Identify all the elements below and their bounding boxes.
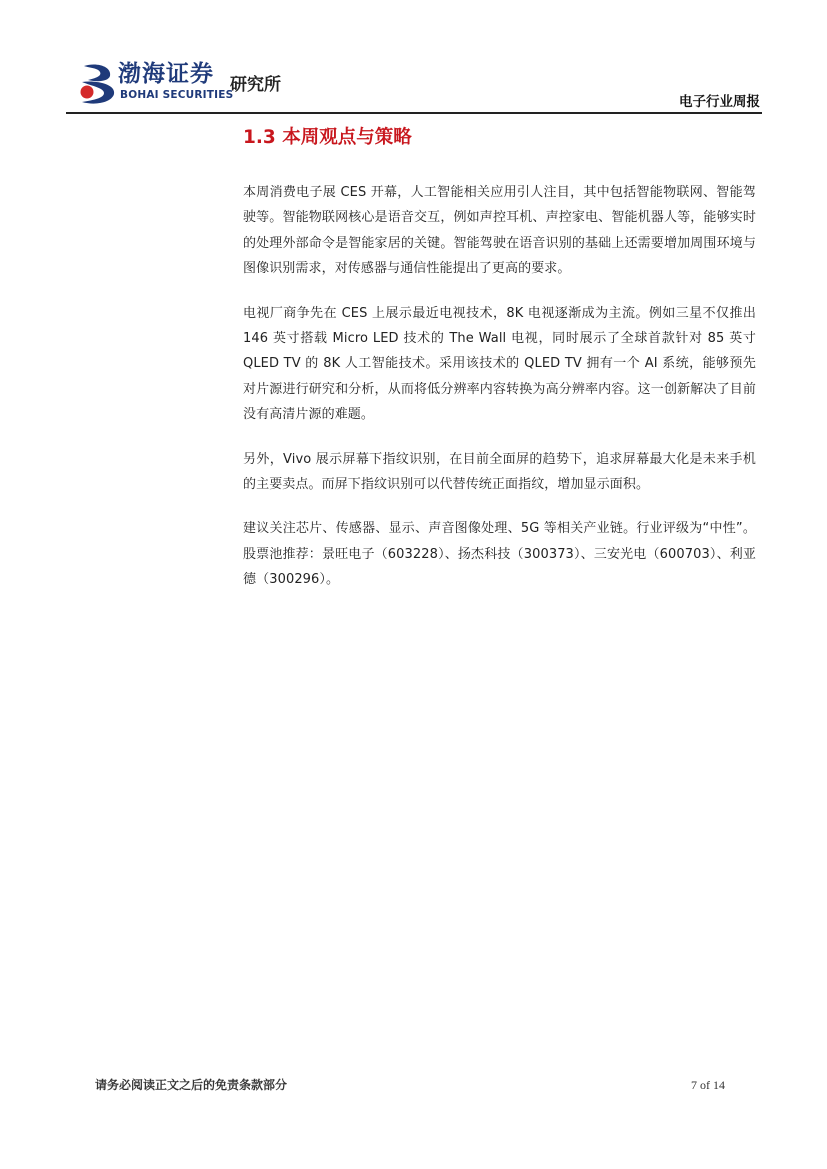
paragraph: 建议关注芯片、传感器、显示、声音图像处理、5G 等相关产业链。行业评级为“中性”。股票池推荐：景旺电子（603228）、扬杰科技（300373）、三安光电（600703）、利亚德（300296）。 [243, 521, 756, 588]
bohai-logo-icon [78, 62, 118, 106]
paragraph: 另外，Vivo 展示屏幕下指纹识别，在目前全面屏的趋势下，追求屏幕最大化是未来手机的主要卖点。而屏下指纹识别可以代替传统正面指纹，增加显示面积。 [243, 451, 756, 493]
institute-label: 研究所 [230, 75, 281, 95]
page-number: 7 of 14 [691, 1078, 725, 1092]
paragraph: 本周消费电子展 CES 开幕，人工智能相关应用引人注目，其中包括智能物联网、智能驾驶等。智能物联网核心是语音交互，例如声控耳机、声控家电、智能机器人等，能够实时的处理外部命令是智能家居的关键。智能驾驶在语音识别的基础上还需要增加周围环境与图像识别需求，对传感器与通信性能提出了更高的要求。 [243, 185, 756, 277]
company-logo [78, 60, 298, 108]
main-content [243, 124, 756, 612]
footer-disclaimer: 请务必阅读正文之后的免责条款部分 [95, 1078, 288, 1092]
report-type: 电子行业周报 [679, 94, 760, 110]
paragraph: 电视厂商争先在 CES 上展示最近电视技术，8K 电视逐渐成为主流。例如三星不仅推出 146 英寸搭载 Micro LED 技术的 The Wall 电视，同时展示了全球首款针对 85 英寸 QLED TV 的 8K 人工智能技术。采用该技术的 QLED TV 拥有一个 AI 系统，能够预先对片源进行研究和分析，从而将低分辨率内容转换为高分辨率内容。这一创新解决了目前没有高清片源的难题。 [243, 305, 756, 423]
logo-english-name: BOHAI SECURITIES [120, 89, 234, 101]
header-divider [66, 112, 762, 114]
section-title: 1.3 本周观点与策略 [243, 127, 412, 148]
logo-chinese-name: 渤海证券 [118, 60, 214, 87]
